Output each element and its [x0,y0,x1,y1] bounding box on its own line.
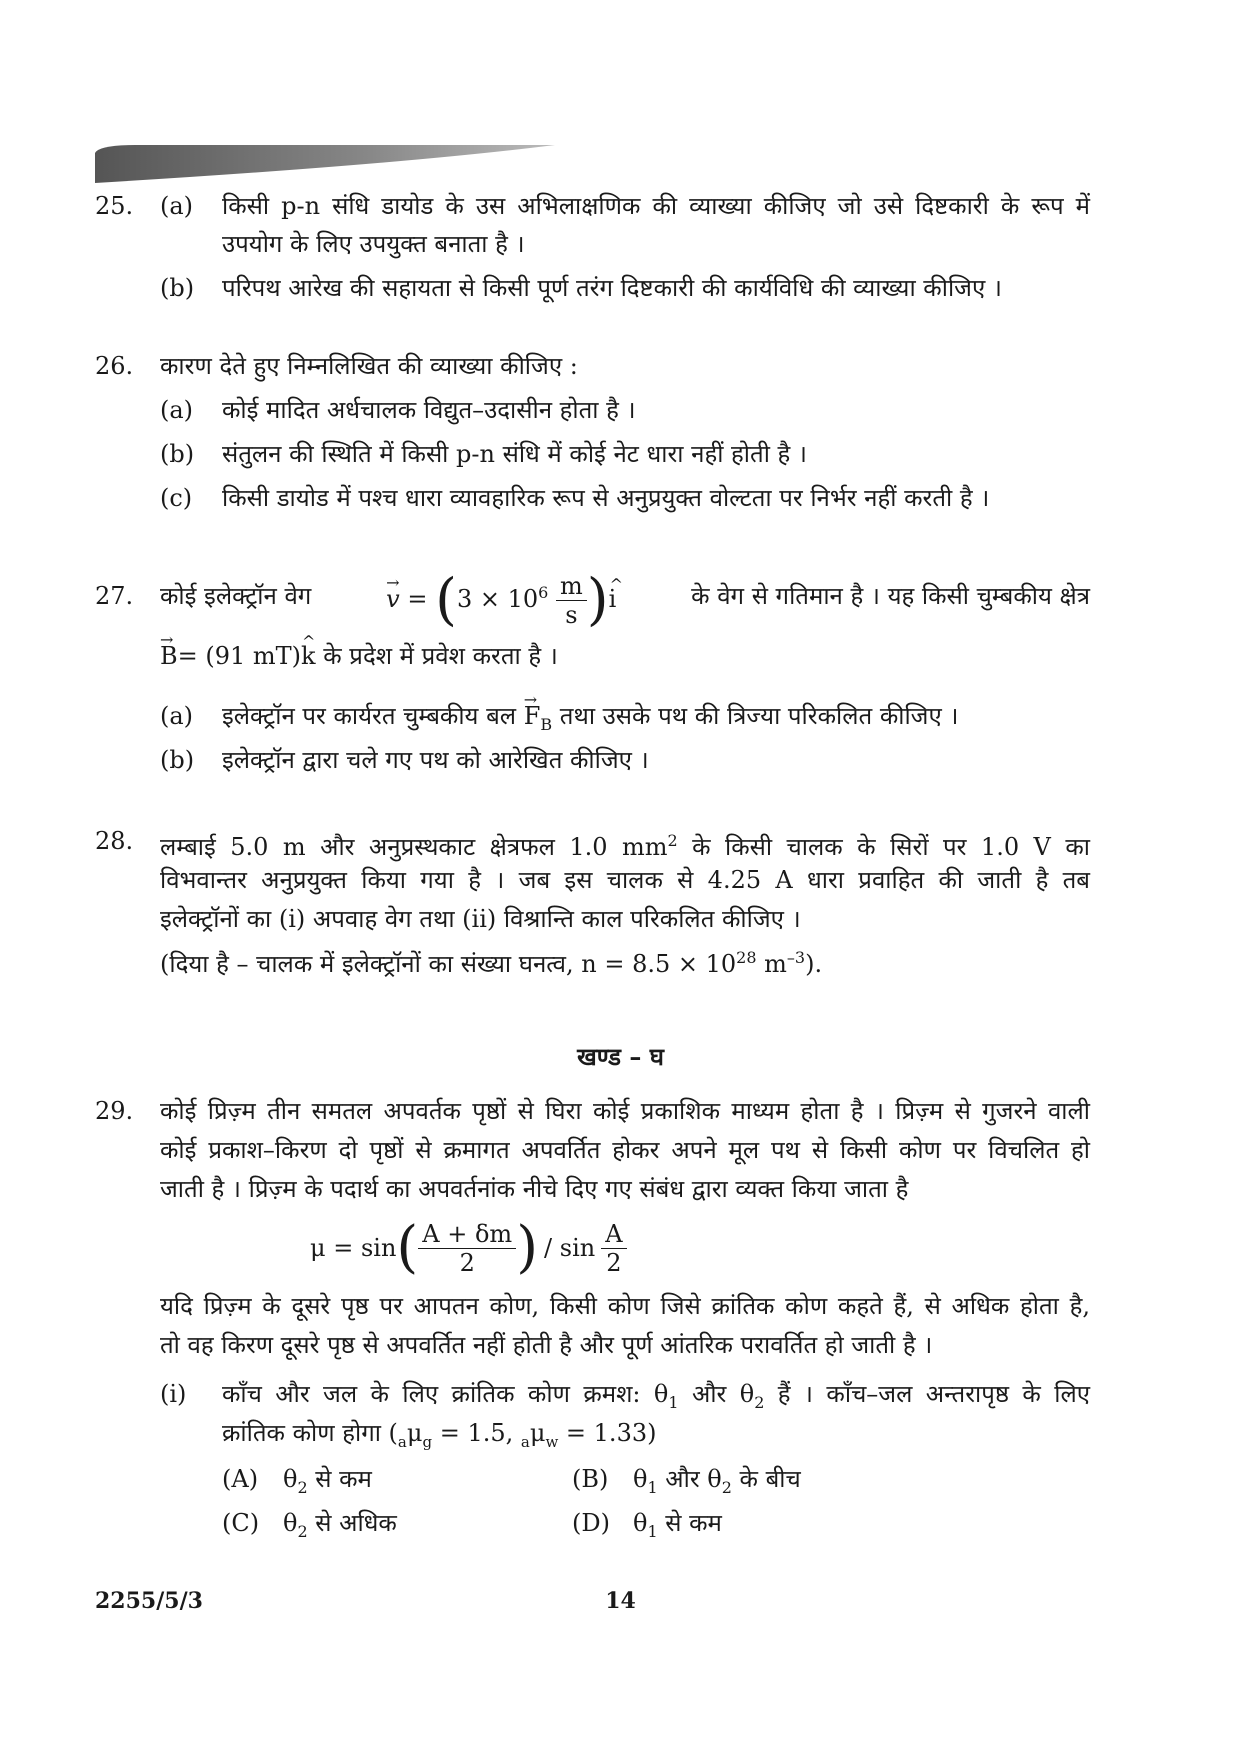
part-label: (a) [160,396,194,424]
question-number: 28. [95,827,134,855]
part-label: (a) [160,192,194,220]
question-text: (दिया है – चालक में इलेक्ट्रॉनों का संख्या घनत्व, $n = 8.5 \times 10^{28}$ $m^{-3}$). [160,948,823,978]
paper-code: 2255/5/3 [95,1588,203,1614]
option-label: (C) [222,1509,260,1537]
question-text: संतुलन की स्थिति में किसी p-n संधि में कोई नेट धारा नहीं होती है । [222,440,808,468]
part-label: (i) [160,1380,187,1408]
question-text: लम्बाई 5.0 m और अनुप्रस्थकाट क्षेत्रफल 1.0 $mm^2$ के किसी चालक के सिरों पर 1.0 V का [160,831,1090,861]
part-label: (b) [160,274,195,302]
option-label: (D) [572,1509,610,1537]
part-label: (b) [160,440,195,468]
part-label: (b) [160,746,195,774]
velocity-expression: → $v = (3 \times 10^6$ $\frac{m}{s}$ )^ i [386,557,616,635]
question-text: काँच और जल के लिए क्रांतिक कोण क्रमश: $\theta_1$ और $\theta_2$ हैं । काँच–जल अन्तरापृष्ठ के लिए [222,1380,1090,1412]
question-text: कोई इलेक्ट्रॉन वेग → $v = (3 \times 10^6$ $\frac{m}{s}$ )^ i के वेग से गतिमान है । यह किसी चुम्बकीय क्षेत्र [160,560,1090,632]
option-text: $\theta_2$ से कम [283,1465,372,1497]
question-text: कोई प्रकाश–किरण दो पृष्ठों से क्रमागत अपवर्तित होकर अपने मूल पथ से किसी कोण पर विचलित हो [160,1136,1090,1164]
question-text: परिपथ आरेख की सहायता से किसी पूर्ण तरंग दिष्टकारी की कार्यविधि की व्याख्या कीजिए । [222,274,1002,302]
question-text: जाती है । प्रिज़्म के पदार्थ का अपवर्तनांक नीचे दिए गए संबंध द्वारा व्यक्त किया जाता है [160,1175,909,1203]
question-text: → B= (91 mT)^ k के प्रदेश में प्रवेश करता है । [160,640,558,672]
question-text: विभवान्तर अनुप्रयुक्त किया गया है । जब इस चालक से 4.25 A धारा प्रवाहित की जाती है तब [160,866,1090,894]
part-label: (a) [160,702,194,730]
option-label: (B) [572,1465,609,1493]
question-text: यदि प्रिज़्म के दूसरे पृष्ठ पर आपतन कोण, किसी कोण जिसे क्रांतिक कोण कहते हैं, से अधिक होता है, [160,1292,1090,1320]
page-number: 14 [605,1588,636,1614]
question-text: इलेक्ट्रॉन द्वारा चले गए पथ को आरेखित कीजिए । [222,746,649,774]
question-text: तो वह किरण दूसरे पृष्ठ से अपवर्तित नहीं होती है और पूर्ण आंतरिक परावर्तित हो जाती है । [160,1331,933,1359]
option-text: $\theta_2$ से अधिक [283,1509,397,1541]
question-text: क्रांतिक कोण होगा ($_a\mu_g = 1.5$, $_a\mu_w = 1.33$) [222,1419,657,1451]
option-text: $\theta_1$ और $\theta_2$ के बीच [633,1465,801,1497]
refractive-index-formula: μ = sin ( $\frac{A + \delta m}{2}$ ) / sin $\frac{A}{2}$ [310,1212,627,1284]
question-text: उपयोग के लिए उपयुक्त बनाता है । [222,230,525,258]
question-text: कारण देते हुए निम्नलिखित की व्याख्या कीजिए : [160,352,578,380]
option-label: (A) [222,1465,259,1493]
question-number: 27. [95,582,134,610]
option-text: $\theta_1$ से कम [633,1509,722,1541]
question-number: 25. [95,192,134,220]
header-band-graphic [95,145,555,183]
section-title: खण्ड – घ [577,1042,664,1071]
part-label: (c) [160,484,193,512]
question-text: इलेक्ट्रॉन पर कार्यरत चुम्बकीय बल → $F_B$ तथा उसके पथ की त्रिज्या परिकलित कीजिए । [222,700,959,741]
question-text: कोई मादित अर्धचालक विद्युत–उदासीन होता है । [222,396,636,424]
question-text: किसी डायोड में पश्च धारा व्यावहारिक रूप से अनुप्रयुक्त वोल्टता पर निर्भर नहीं करती है । [222,484,990,512]
question-text: कोई प्रिज़्म तीन समतल अपवर्तक पृष्ठों से घिरा कोई प्रकाशिक माध्यम होता है । प्रिज़्म से गुजरने वाली [160,1097,1090,1125]
question-number: 29. [95,1097,134,1125]
question-text: किसी p-n संधि डायोड के उस अभिलाक्षणिक की व्याख्या कीजिए जो उसे दिष्टकारी के रूप में [222,192,1090,220]
question-number: 26. [95,352,134,380]
question-text: इलेक्ट्रॉनों का (i) अपवाह वेग तथा (ii) विश्रान्ति काल परिकलित कीजिए । [160,905,801,933]
